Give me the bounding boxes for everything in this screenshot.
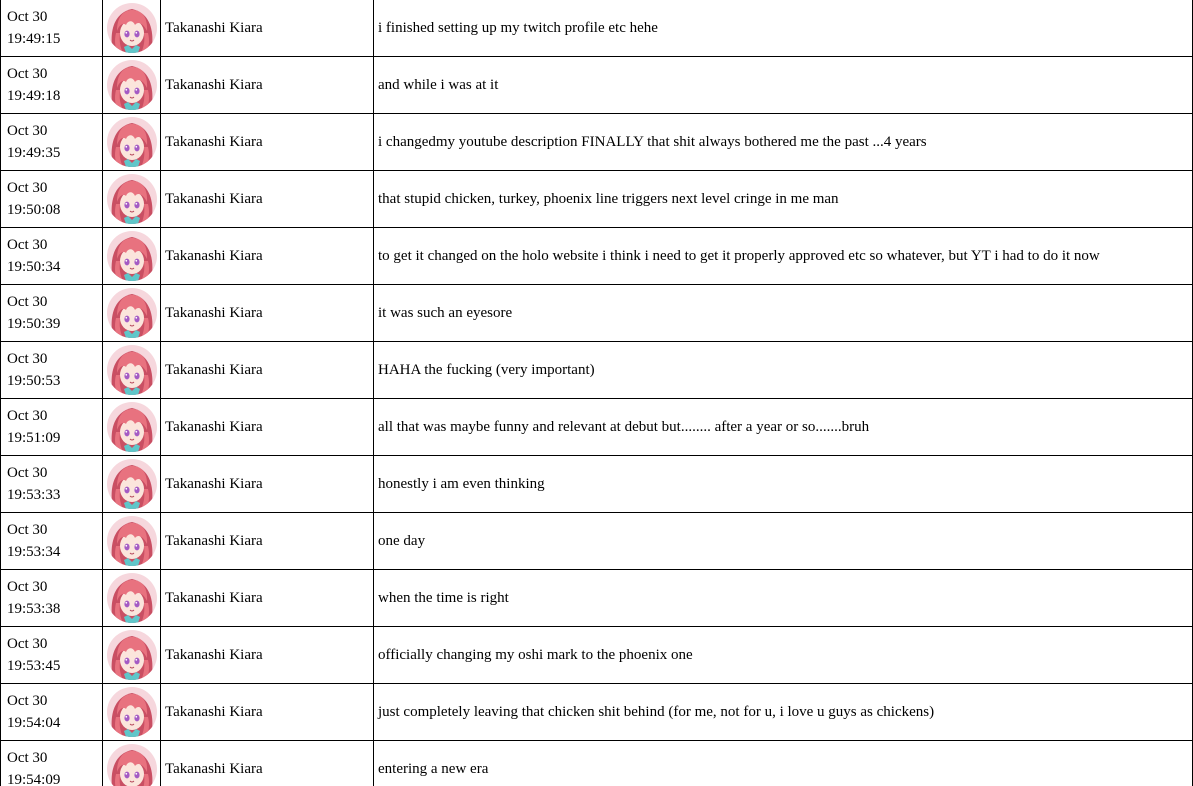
avatar-icon: [107, 573, 157, 623]
message-text: one day: [378, 532, 426, 549]
message-text: officially changing my oshi mark to the phoenix one: [378, 646, 693, 663]
message-cell: [374, 570, 1193, 627]
author-cell: [161, 513, 374, 570]
author-name: Takanashi Kiara: [165, 361, 263, 378]
author-cell: [161, 0, 374, 57]
author-name: Takanashi Kiara: [165, 532, 263, 549]
timestamp-cell: [1, 57, 103, 114]
timestamp-cell: [1, 570, 103, 627]
timestamp-cell: [1, 171, 103, 228]
message-text: it was such an eyesore: [378, 304, 513, 321]
author-name: Takanashi Kiara: [165, 304, 263, 321]
avatar-cell: [103, 399, 161, 456]
message-text: i changedmy youtube description FINALLY that shit always bothered me the past ...4 years: [378, 133, 927, 150]
timestamp-cell: [1, 0, 103, 57]
avatar: [107, 345, 157, 395]
author-name: Takanashi Kiara: [165, 646, 263, 663]
message-text: HAHA the fucking (very important): [378, 361, 595, 378]
message-text: just completely leaving that chicken shit behind (for me, not for u, i love u guys as chickens): [378, 703, 935, 720]
message-time: 19:53:33: [7, 487, 61, 503]
message-text: and while i was at it: [378, 76, 499, 93]
avatar: [107, 174, 157, 224]
avatar-icon: [107, 687, 157, 737]
message-text: entering a new era: [378, 760, 489, 777]
author-name: Takanashi Kiara: [165, 19, 263, 36]
avatar: [107, 630, 157, 680]
timestamp-cell: [1, 114, 103, 171]
message-row: [1, 741, 1193, 786]
message-time: 19:50:34: [7, 259, 61, 275]
avatar-cell: [103, 114, 161, 171]
author-name: Takanashi Kiara: [165, 247, 263, 264]
avatar-icon: [107, 630, 157, 680]
timestamp-cell: [1, 456, 103, 513]
author-cell: [161, 741, 374, 786]
timestamp-cell: [1, 228, 103, 285]
author-cell: [161, 399, 374, 456]
avatar-icon: [107, 516, 157, 566]
message-row: [1, 399, 1193, 456]
message-row: [1, 57, 1193, 114]
message-date: Oct 30: [7, 237, 48, 253]
message-text: to get it changed on the holo website i think i need to get it properly approved etc so whatever, but YT i had to do it now: [378, 247, 1100, 264]
timestamp-cell: [1, 741, 103, 786]
author-name: Takanashi Kiara: [165, 760, 263, 777]
message-time: 19:50:08: [7, 202, 61, 218]
message-text: honestly i am even thinking: [378, 475, 545, 492]
avatar-icon: [107, 117, 157, 167]
message-date: Oct 30: [7, 579, 48, 595]
avatar: [107, 402, 157, 452]
avatar-icon: [107, 60, 157, 110]
message-date: Oct 30: [7, 123, 48, 139]
message-cell: [374, 684, 1193, 741]
timestamp-cell: [1, 399, 103, 456]
avatar-icon: [107, 3, 157, 53]
message-time: 19:53:45: [7, 658, 61, 674]
author-cell: [161, 342, 374, 399]
author-name: Takanashi Kiara: [165, 76, 263, 93]
message-date: Oct 30: [7, 636, 48, 652]
avatar: [107, 516, 157, 566]
message-cell: [374, 399, 1193, 456]
message-time: 19:49:18: [7, 88, 61, 104]
avatar-cell: [103, 285, 161, 342]
avatar: [107, 117, 157, 167]
author-name: Takanashi Kiara: [165, 589, 263, 606]
message-row: [1, 285, 1193, 342]
avatar-cell: [103, 456, 161, 513]
message-row: [1, 627, 1193, 684]
avatar-icon: [107, 402, 157, 452]
message-date: Oct 30: [7, 180, 48, 196]
timestamp-cell: [1, 627, 103, 684]
message-cell: [374, 114, 1193, 171]
avatar-cell: [103, 342, 161, 399]
avatar-cell: [103, 627, 161, 684]
message-text: that stupid chicken, turkey, phoenix line triggers next level cringe in me man: [378, 190, 839, 207]
author-name: Takanashi Kiara: [165, 418, 263, 435]
message-date: Oct 30: [7, 294, 48, 310]
avatar-cell: [103, 513, 161, 570]
avatar: [107, 573, 157, 623]
message-row: [1, 171, 1193, 228]
author-name: Takanashi Kiara: [165, 475, 263, 492]
avatar-cell: [103, 57, 161, 114]
timestamp-cell: [1, 513, 103, 570]
message-cell: [374, 627, 1193, 684]
message-time: 19:53:34: [7, 544, 61, 560]
message-time: 19:54:09: [7, 772, 61, 786]
avatar-cell: [103, 741, 161, 786]
message-time: 19:51:09: [7, 430, 61, 446]
message-date: Oct 30: [7, 693, 48, 709]
avatar-icon: [107, 345, 157, 395]
author-cell: [161, 171, 374, 228]
avatar: [107, 231, 157, 281]
message-date: Oct 30: [7, 408, 48, 424]
avatar-cell: [103, 0, 161, 57]
message-log-body: [1, 0, 1193, 786]
timestamp-cell: [1, 684, 103, 741]
message-date: Oct 30: [7, 351, 48, 367]
avatar-icon: [107, 231, 157, 281]
message-date: Oct 30: [7, 9, 48, 25]
message-time: 19:49:35: [7, 145, 61, 161]
message-text: i finished setting up my twitch profile etc hehe: [378, 19, 658, 36]
message-row: [1, 228, 1193, 285]
avatar-icon: [107, 288, 157, 338]
message-cell: [374, 171, 1193, 228]
avatar-icon: [107, 174, 157, 224]
message-cell: [374, 513, 1193, 570]
author-cell: [161, 114, 374, 171]
message-row: [1, 570, 1193, 627]
author-name: Takanashi Kiara: [165, 703, 263, 720]
message-time: 19:49:15: [7, 31, 61, 47]
author-cell: [161, 456, 374, 513]
message-date: Oct 30: [7, 465, 48, 481]
message-time: 19:54:04: [7, 715, 61, 731]
message-text: all that was maybe funny and relevant at debut but........ after a year or so.......bruh: [378, 418, 870, 435]
message-date: Oct 30: [7, 750, 48, 766]
avatar-icon: [107, 459, 157, 509]
message-time: 19:53:38: [7, 601, 61, 617]
avatar-icon: [107, 744, 157, 786]
author-cell: [161, 285, 374, 342]
message-date: Oct 30: [7, 66, 48, 82]
message-row: [1, 513, 1193, 570]
author-cell: [161, 627, 374, 684]
author-name: Takanashi Kiara: [165, 133, 263, 150]
avatar: [107, 60, 157, 110]
message-row: [1, 456, 1193, 513]
avatar-cell: [103, 171, 161, 228]
avatar: [107, 687, 157, 737]
message-cell: [374, 228, 1193, 285]
author-cell: [161, 57, 374, 114]
timestamp-cell: [1, 285, 103, 342]
message-cell: [374, 57, 1193, 114]
message-cell: [374, 342, 1193, 399]
message-cell: [374, 0, 1193, 57]
message-cell: [374, 741, 1193, 786]
message-text: when the time is right: [378, 589, 509, 606]
avatar: [107, 744, 157, 786]
avatar-cell: [103, 228, 161, 285]
avatar: [107, 288, 157, 338]
message-row: [1, 684, 1193, 741]
author-name: Takanashi Kiara: [165, 190, 263, 207]
message-time: 19:50:39: [7, 316, 61, 332]
message-row: [1, 342, 1193, 399]
message-row: [1, 114, 1193, 171]
message-cell: [374, 456, 1193, 513]
avatar-cell: [103, 570, 161, 627]
avatar-cell: [103, 684, 161, 741]
author-cell: [161, 570, 374, 627]
author-cell: [161, 228, 374, 285]
timestamp-cell: [1, 342, 103, 399]
message-date: Oct 30: [7, 522, 48, 538]
message-time: 19:50:53: [7, 373, 61, 389]
avatar: [107, 459, 157, 509]
author-cell: [161, 684, 374, 741]
message-row: [1, 0, 1193, 57]
avatar: [107, 3, 157, 53]
message-cell: [374, 285, 1193, 342]
